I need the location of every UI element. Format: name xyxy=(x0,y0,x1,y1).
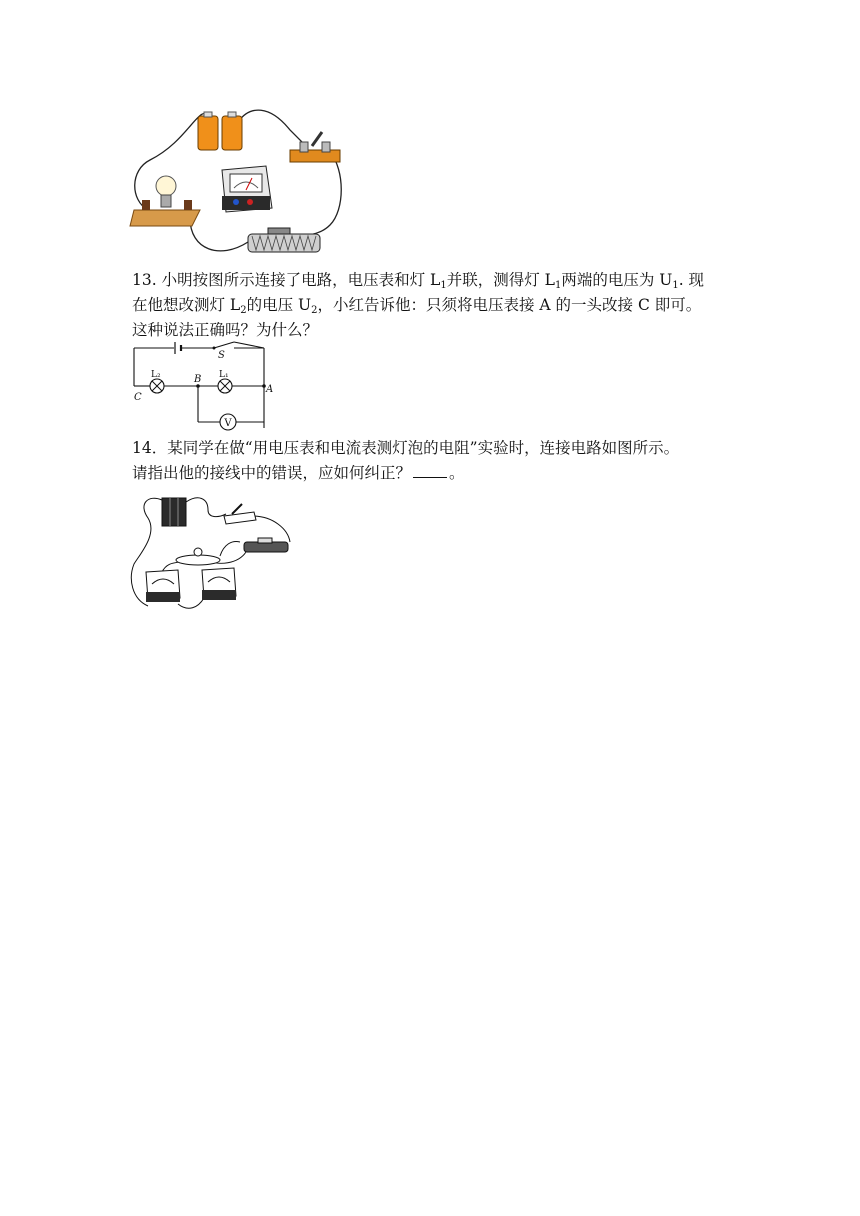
apparatus-figure-2 xyxy=(128,494,298,618)
label-c: C xyxy=(134,392,142,403)
label-a: A xyxy=(266,384,274,395)
apparatus-figure-1 xyxy=(130,100,350,268)
voltmeter-icon xyxy=(222,166,272,212)
label-switch: S xyxy=(218,350,225,361)
label-l2: L₂ xyxy=(151,370,161,380)
rheostat-icon xyxy=(248,228,320,252)
answer-blank[interactable] xyxy=(413,463,447,478)
battery-symbol xyxy=(175,342,181,354)
circuit-diagram xyxy=(130,340,274,432)
question-14-line-2: 请指出他的接线中的错误，应如何纠正？ 。 xyxy=(132,464,465,482)
switch-icon xyxy=(290,132,340,162)
lamp-l2-symbol xyxy=(150,379,164,393)
lamp-icon xyxy=(176,548,220,565)
svg-text:V: V xyxy=(224,418,232,429)
question-13-line-1: 13. 小明按图所示连接了电路，电压表和灯 $L_1$并联，测得灯 $L_1$两端的电压为 $U_1$. 现 xyxy=(132,271,705,291)
question-13 xyxy=(132,268,732,343)
question-13-line-3: 这种说法正确吗？为什么？ xyxy=(132,321,319,339)
question-number: 13 xyxy=(132,271,152,289)
ammeter-icon xyxy=(146,570,180,602)
rheostat-icon xyxy=(244,538,288,552)
battery-icon xyxy=(198,112,242,150)
lamp-icon xyxy=(130,176,200,226)
label-l1: L₁ xyxy=(219,370,229,380)
battery-box-icon xyxy=(162,498,186,526)
voltmeter-symbol xyxy=(220,414,236,430)
label-b: B xyxy=(194,374,202,385)
voltmeter-icon xyxy=(202,568,236,600)
question-13-line-2: 在他想改测灯 $L_2$的电压 $U_2$，小红告诉他：只须将电压表接 A 的一头改接 C 即可。 xyxy=(132,296,702,316)
switch-icon xyxy=(224,504,256,524)
question-14 xyxy=(132,436,732,486)
question-number: 14 xyxy=(132,439,152,457)
lamp-l1-symbol xyxy=(218,379,232,393)
question-14-line-1: 14．某同学在做“用电压表和电流表测灯泡的电阻”实验时，连接电路如图所示。 xyxy=(132,439,680,457)
